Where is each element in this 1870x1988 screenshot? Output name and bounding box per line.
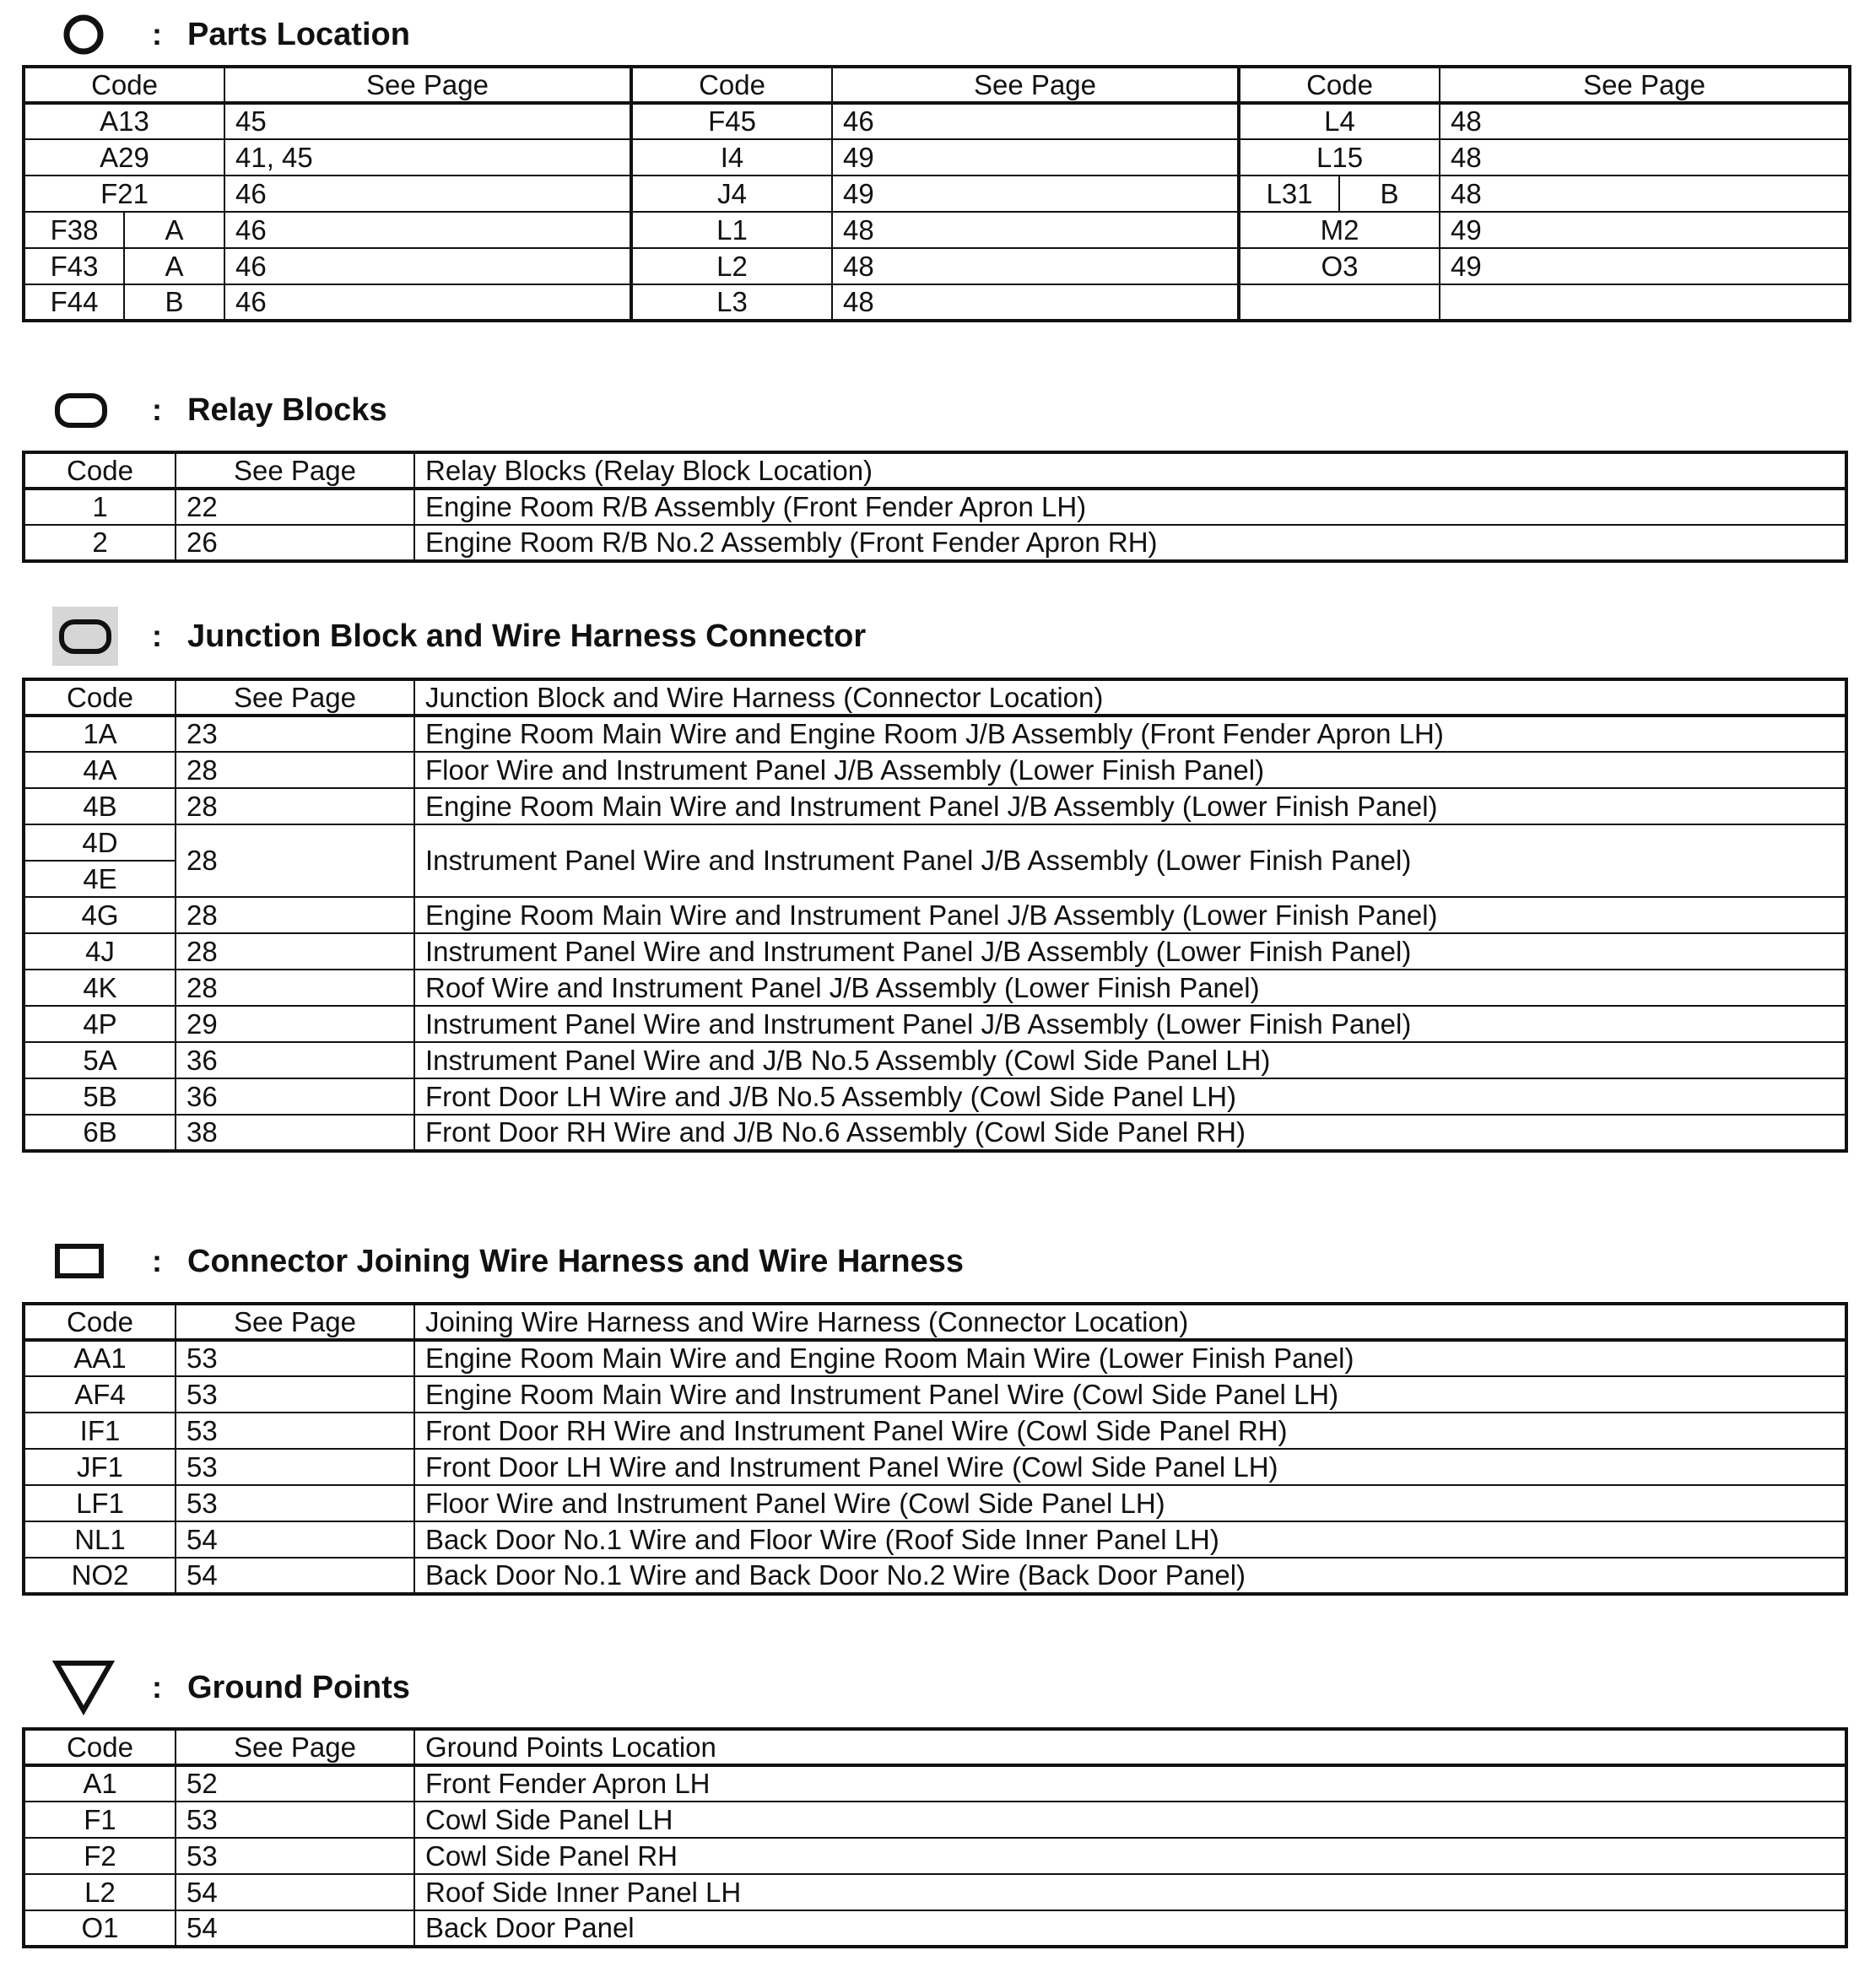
- description-cell: Floor Wire and Instrument Panel Wire (Cowl Side Panel LH): [414, 1485, 1846, 1521]
- table-row: [24, 248, 1850, 284]
- header-code: Code: [24, 1304, 176, 1340]
- table-row: [24, 1838, 1846, 1874]
- relay-blocks-heading: [0, 381, 1870, 440]
- heading-colon: :: [152, 392, 162, 427]
- description-cell: Engine Room Main Wire and Instrument Panel J/B Assembly (Lower Finish Panel): [414, 788, 1846, 824]
- description-cell: Instrument Panel Wire and Instrument Panel J/B Assembly (Lower Finish Panel): [414, 824, 1846, 897]
- page-cell: 48: [1440, 176, 1850, 212]
- table-row: [24, 788, 1846, 824]
- description-cell: Roof Wire and Instrument Panel J/B Assembly (Lower Finish Panel): [414, 970, 1846, 1006]
- table-row: [24, 1449, 1846, 1485]
- header-code: Code: [24, 1729, 176, 1765]
- page-cell: 53: [176, 1485, 414, 1521]
- page-cell: 53: [176, 1413, 414, 1449]
- code-cell: 5A: [24, 1042, 176, 1078]
- header-see-page: See Page: [224, 67, 631, 103]
- sub-code-cell: A: [124, 248, 224, 284]
- page-cell: 46: [832, 103, 1239, 139]
- description-cell: Engine Room R/B Assembly (Front Fender Apron LH): [414, 489, 1846, 525]
- table-row: [24, 1910, 1846, 1947]
- page-cell: 26: [176, 525, 414, 561]
- table-row: [24, 752, 1846, 788]
- ground-points-table: [22, 1727, 1848, 1948]
- heading-colon: :: [152, 1670, 162, 1704]
- table-row: [24, 933, 1846, 970]
- code-cell: L15: [1239, 139, 1440, 176]
- description-cell: Engine Room Main Wire and Instrument Panel J/B Assembly (Lower Finish Panel): [414, 897, 1846, 933]
- table-row: [24, 1413, 1846, 1449]
- code-cell: IF1: [24, 1413, 176, 1449]
- table-row: [24, 139, 1850, 176]
- page-cell: 29: [176, 1006, 414, 1042]
- header-code: Code: [1239, 67, 1440, 103]
- heading-colon: :: [152, 17, 162, 51]
- header-see-page: See Page: [176, 1304, 414, 1340]
- table-row: [24, 525, 1846, 561]
- code-cell: F21: [24, 176, 224, 212]
- page-cell: 41, 45: [224, 139, 631, 176]
- parts-location-heading: [0, 5, 1870, 64]
- code-cell: L4: [1239, 103, 1440, 139]
- table-header-row: [24, 679, 1846, 716]
- code-cell: 4B: [24, 788, 176, 824]
- code-cell: A1: [24, 1765, 176, 1802]
- page-cell: 38: [176, 1115, 414, 1151]
- page-cell: 36: [176, 1042, 414, 1078]
- code-cell: L3: [631, 284, 832, 321]
- code-cell: L2: [24, 1874, 176, 1910]
- code-cell: L31: [1239, 176, 1339, 212]
- page-cell: 52: [176, 1765, 414, 1802]
- section-title: Junction Block and Wire Harness Connector: [187, 619, 867, 654]
- header-see-page: See Page: [176, 452, 414, 489]
- page-cell: 48: [832, 248, 1239, 284]
- code-cell: A29: [24, 139, 224, 176]
- page-cell: 28: [176, 897, 414, 933]
- description-cell: Front Door LH Wire and J/B No.5 Assembly (Cowl Side Panel LH): [414, 1078, 1846, 1115]
- table-row: [24, 1802, 1846, 1838]
- description-cell: Floor Wire and Instrument Panel J/B Assembly (Lower Finish Panel): [414, 752, 1846, 788]
- rounded-rect-icon: [51, 381, 118, 440]
- table-row: [24, 1376, 1846, 1413]
- code-cell: F1: [24, 1802, 176, 1838]
- page-cell: 49: [1440, 248, 1850, 284]
- code-cell: [1239, 284, 1440, 321]
- page-cell: 28: [176, 752, 414, 788]
- header-description: Relay Blocks (Relay Block Location): [414, 452, 1846, 489]
- code-cell: O3: [1239, 248, 1440, 284]
- code-cell: JF1: [24, 1449, 176, 1485]
- table-row: [24, 1874, 1846, 1910]
- description-cell: Engine Room Main Wire and Engine Room J/B Assembly (Front Fender Apron LH): [414, 716, 1846, 752]
- header-description: Joining Wire Harness and Wire Harness (Connector Location): [414, 1304, 1846, 1340]
- header-see-page: See Page: [1440, 67, 1850, 103]
- table-row: [24, 1078, 1846, 1115]
- table-row: [24, 1521, 1846, 1558]
- code-cell: F43: [24, 248, 124, 284]
- table-header-row: [24, 67, 1850, 103]
- code-cell: 4A: [24, 752, 176, 788]
- ground-points-heading: [0, 1658, 1870, 1717]
- description-cell: Instrument Panel Wire and Instrument Panel J/B Assembly (Lower Finish Panel): [414, 933, 1846, 970]
- page-cell: 48: [1440, 139, 1850, 176]
- description-cell: Cowl Side Panel RH: [414, 1838, 1846, 1874]
- page-cell: 54: [176, 1910, 414, 1947]
- table-row: [24, 1340, 1846, 1376]
- code-cell: 2: [24, 525, 176, 561]
- code-cell: 4E: [24, 861, 176, 897]
- table-row: [24, 212, 1850, 248]
- page-cell: 28: [176, 824, 414, 897]
- page-cell: 28: [176, 970, 414, 1006]
- page-cell: 46: [224, 212, 631, 248]
- page-cell: 46: [224, 176, 631, 212]
- heading-colon: :: [152, 619, 162, 653]
- description-cell: Cowl Side Panel LH: [414, 1802, 1846, 1838]
- code-cell: 6B: [24, 1115, 176, 1151]
- relay-blocks-table: [22, 451, 1848, 563]
- code-cell: AF4: [24, 1376, 176, 1413]
- code-cell: F44: [24, 284, 124, 321]
- code-cell: I4: [631, 139, 832, 176]
- connector-joining-heading: [0, 1232, 1870, 1291]
- page-cell: 54: [176, 1874, 414, 1910]
- code-cell: L1: [631, 212, 832, 248]
- description-cell: Back Door Panel: [414, 1910, 1846, 1947]
- table-row: [24, 1006, 1846, 1042]
- square-rect-icon: [51, 1232, 118, 1291]
- shaded-rounded-rect-icon: [51, 607, 118, 666]
- code-cell: L2: [631, 248, 832, 284]
- page-cell: 53: [176, 1838, 414, 1874]
- table-header-row: [24, 1729, 1846, 1765]
- table-row: [24, 1558, 1846, 1594]
- junction-block-table: [22, 678, 1848, 1153]
- table-header-row: [24, 1304, 1846, 1340]
- code-cell: 4G: [24, 897, 176, 933]
- code-cell: NO2: [24, 1558, 176, 1594]
- code-cell: F2: [24, 1838, 176, 1874]
- page-cell: 46: [224, 284, 631, 321]
- code-cell: 4K: [24, 970, 176, 1006]
- description-cell: Engine Room Main Wire and Engine Room Main Wire (Lower Finish Panel): [414, 1340, 1846, 1376]
- code-cell: 1A: [24, 716, 176, 752]
- sub-code-cell: A: [124, 212, 224, 248]
- page-cell: 53: [176, 1449, 414, 1485]
- code-cell: 1: [24, 489, 176, 525]
- table-row: [24, 716, 1846, 752]
- code-cell: AA1: [24, 1340, 176, 1376]
- table-row: [24, 284, 1850, 321]
- description-cell: Front Door RH Wire and Instrument Panel Wire (Cowl Side Panel RH): [414, 1413, 1846, 1449]
- page-cell: 54: [176, 1558, 414, 1594]
- page-cell: 28: [176, 788, 414, 824]
- sub-code-cell: B: [1339, 176, 1440, 212]
- page-cell: 49: [832, 176, 1239, 212]
- code-cell: 4J: [24, 933, 176, 970]
- page-cell: 22: [176, 489, 414, 525]
- code-cell: LF1: [24, 1485, 176, 1521]
- description-cell: Front Door RH Wire and J/B No.6 Assembly (Cowl Side Panel RH): [414, 1115, 1846, 1151]
- page-cell: 45: [224, 103, 631, 139]
- table-row: [24, 897, 1846, 933]
- table-row: [24, 1042, 1846, 1078]
- parts-location-table: [22, 65, 1851, 322]
- page-cell: 23: [176, 716, 414, 752]
- header-code: Code: [24, 452, 176, 489]
- table-row: [24, 176, 1850, 212]
- code-cell: M2: [1239, 212, 1440, 248]
- page-cell: 46: [224, 248, 631, 284]
- page-cell: 54: [176, 1521, 414, 1558]
- header-code: Code: [24, 679, 176, 716]
- code-cell: 5B: [24, 1078, 176, 1115]
- page-cell: [1440, 284, 1850, 321]
- junction-block-heading: [0, 607, 1870, 666]
- header-see-page: See Page: [176, 679, 414, 716]
- table-row: [24, 1115, 1846, 1151]
- code-cell: O1: [24, 1910, 176, 1947]
- description-cell: Instrument Panel Wire and J/B No.5 Assembly (Cowl Side Panel LH): [414, 1042, 1846, 1078]
- page-cell: 48: [832, 284, 1239, 321]
- section-title: Parts Location: [187, 17, 410, 52]
- description-cell: Engine Room Main Wire and Instrument Panel Wire (Cowl Side Panel LH): [414, 1376, 1846, 1413]
- table-header-row: [24, 452, 1846, 489]
- page-cell: 48: [832, 212, 1239, 248]
- code-cell: J4: [631, 176, 832, 212]
- code-cell: 4D: [24, 824, 176, 861]
- description-cell: Instrument Panel Wire and Instrument Panel J/B Assembly (Lower Finish Panel): [414, 1006, 1846, 1042]
- code-cell: NL1: [24, 1521, 176, 1558]
- page-cell: 49: [1440, 212, 1850, 248]
- circle-icon: [51, 5, 118, 64]
- page-cell: 53: [176, 1802, 414, 1838]
- description-cell: Engine Room R/B No.2 Assembly (Front Fender Apron RH): [414, 525, 1846, 561]
- table-row: [24, 1485, 1846, 1521]
- page-cell: 53: [176, 1340, 414, 1376]
- description-cell: Back Door No.1 Wire and Back Door No.2 Wire (Back Door Panel): [414, 1558, 1846, 1594]
- page-cell: 36: [176, 1078, 414, 1115]
- table-row: [24, 824, 1846, 861]
- triangle-down-icon: [51, 1658, 118, 1717]
- section-title: Relay Blocks: [187, 392, 387, 428]
- table-row: [24, 970, 1846, 1006]
- heading-colon: :: [152, 1244, 162, 1278]
- header-see-page: See Page: [176, 1729, 414, 1765]
- header-description: Junction Block and Wire Harness (Connector Location): [414, 679, 1846, 716]
- connector-joining-table: [22, 1302, 1848, 1596]
- code-cell: 4P: [24, 1006, 176, 1042]
- description-cell: Front Door LH Wire and Instrument Panel Wire (Cowl Side Panel LH): [414, 1449, 1846, 1485]
- header-see-page: See Page: [832, 67, 1239, 103]
- description-cell: Front Fender Apron LH: [414, 1765, 1846, 1802]
- page-cell: 48: [1440, 103, 1850, 139]
- header-description: Ground Points Location: [414, 1729, 1846, 1765]
- page-cell: 49: [832, 139, 1239, 176]
- section-title: Connector Joining Wire Harness and Wire Harness: [187, 1244, 964, 1279]
- page-cell: 53: [176, 1376, 414, 1413]
- description-cell: Roof Side Inner Panel LH: [414, 1874, 1846, 1910]
- table-row: [24, 1765, 1846, 1802]
- code-cell: F38: [24, 212, 124, 248]
- page-cell: 28: [176, 933, 414, 970]
- table-row: [24, 103, 1850, 139]
- header-code: Code: [631, 67, 832, 103]
- description-cell: Back Door No.1 Wire and Floor Wire (Roof Side Inner Panel LH): [414, 1521, 1846, 1558]
- code-cell: F45: [631, 103, 832, 139]
- table-row: [24, 489, 1846, 525]
- section-title: Ground Points: [187, 1670, 410, 1705]
- code-cell: A13: [24, 103, 224, 139]
- sub-code-cell: B: [124, 284, 224, 321]
- header-code: Code: [24, 67, 224, 103]
